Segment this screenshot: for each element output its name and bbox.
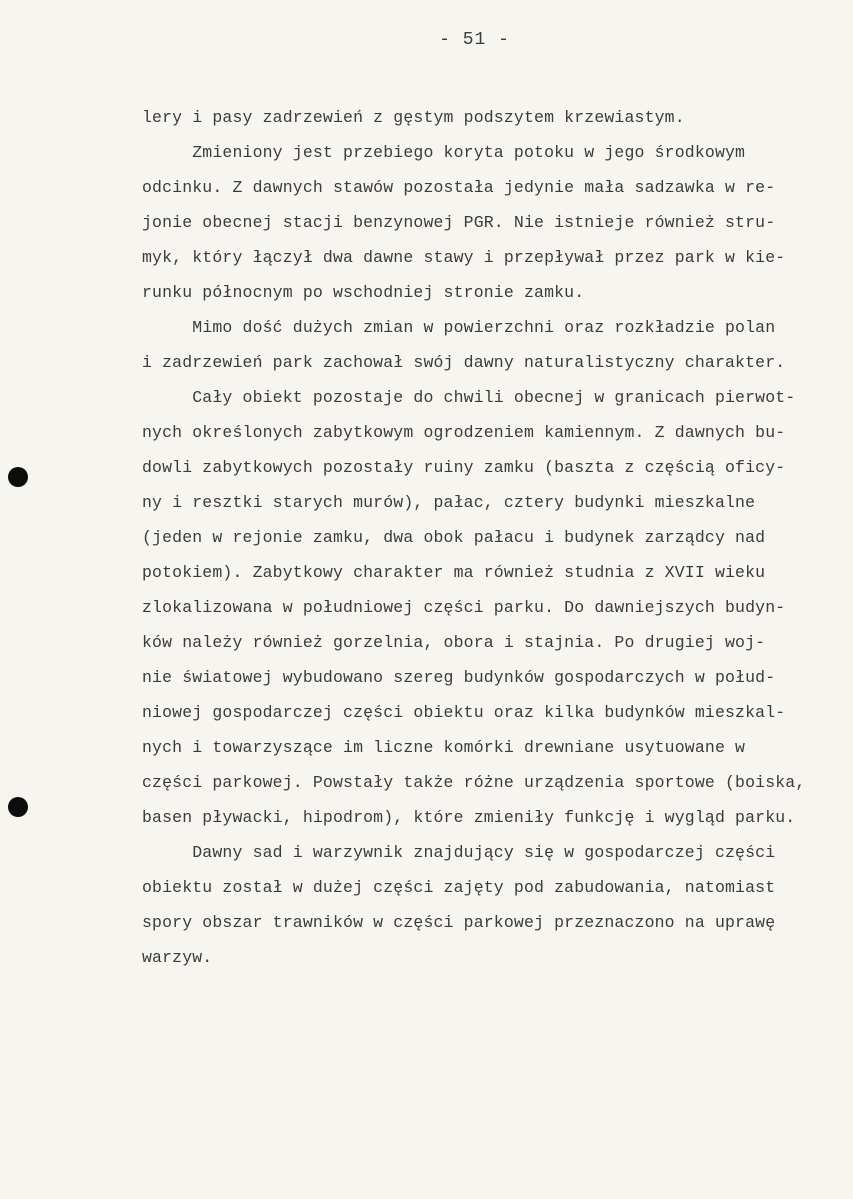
text-line: ny i resztki starych murów), pałac, cztery budynki mieszkalne: [142, 493, 756, 512]
text-line: nych określonych zabytkowym ogrodzeniem kamiennym. Z dawnych bu-: [142, 423, 786, 442]
punch-hole: [8, 467, 28, 487]
text-line: ków należy również gorzelnia, obora i stajnia. Po drugiej woj-: [142, 633, 766, 652]
text-line: basen pływacki, hipodrom), które zmieniły funkcję i wygląd parku.: [142, 808, 796, 827]
text-line: Dawny sad i warzywnik znajdujący się w gospodarczej części: [142, 843, 776, 862]
text-line: potokiem). Zabytkowy charakter ma również studnia z XVII wieku: [142, 563, 766, 582]
text-line: niowej gospodarczej części obiektu oraz kilka budynków mieszkal-: [142, 703, 786, 722]
text-line: obiektu został w dużej części zajęty pod zabudowania, natomiast: [142, 878, 776, 897]
punch-hole: [8, 797, 28, 817]
text-line: nych i towarzyszące im liczne komórki drewniane usytuowane w: [142, 738, 746, 757]
body-text: [142, 100, 842, 975]
text-line: i zadrzewień park zachował swój dawny naturalistyczny charakter.: [142, 353, 786, 372]
text-line: lery i pasy zadrzewień z gęstym podszytem krzewiastym.: [142, 108, 685, 127]
text-line: części parkowej. Powstały także różne urządzenia sportowe (boiska,: [142, 773, 806, 792]
text-line: zlokalizowana w południowej części parku. Do dawniejszych budyn-: [142, 598, 786, 617]
text-line: odcinku. Z dawnych stawów pozostała jedynie mała sadzawka w re-: [142, 178, 776, 197]
text-line: warzyw.: [142, 948, 213, 967]
text-line: jonie obecnej stacji benzynowej PGR. Nie istnieje również stru-: [142, 213, 776, 232]
text-line: myk, który łączył dwa dawne stawy i przepływał przez park w kie-: [142, 248, 786, 267]
text-line: nie światowej wybudowano szereg budynków gospodarczych w połud-: [142, 668, 776, 687]
page-number: - 51 -: [439, 30, 510, 50]
text-line: spory obszar trawników w części parkowej przeznaczono na uprawę: [142, 913, 776, 932]
text-line: dowli zabytkowych pozostały ruiny zamku (baszta z częścią oficy-: [142, 458, 786, 477]
text-line: Mimo dość dużych zmian w powierzchni oraz rozkładzie polan: [142, 318, 776, 337]
text-line: runku północnym po wschodniej stronie zamku.: [142, 283, 585, 302]
text-line: Zmieniony jest przebiego koryta potoku w jego środkowym: [142, 143, 746, 162]
text-line: (jeden w rejonie zamku, dwa obok pałacu i budynek zarządcy nad: [142, 528, 766, 547]
text-line: Cały obiekt pozostaje do chwili obecnej w granicach pierwot-: [142, 388, 796, 407]
